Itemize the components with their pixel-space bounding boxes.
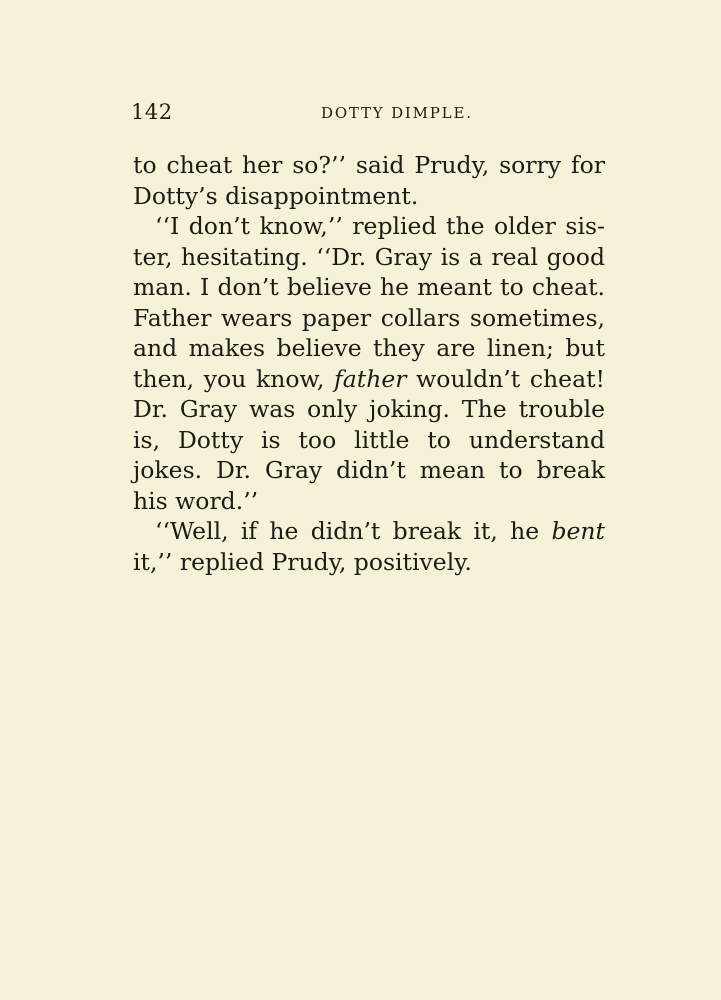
running-head [131, 100, 601, 126]
text-segment: wouldn’t cheat! [406, 364, 605, 393]
text-line [133, 364, 605, 395]
text-segment: ‘‘Well, if he didn’t break it, he [155, 517, 552, 545]
text-line: ‘‘I don’t know,’’ replied the older sis- [155, 212, 605, 240]
text-line: his word.’’ [133, 486, 259, 515]
running-title: DOTTY DIMPLE. [321, 104, 473, 122]
text-line: Dotty’s disappointment. [133, 181, 419, 210]
text-segment: then, you know, [133, 364, 335, 393]
text-line [133, 516, 605, 547]
text-line: Father wears paper collars sometimes, [133, 303, 605, 332]
page-number: 142 [131, 100, 173, 124]
text-line: and makes believe they are linen; but [133, 334, 605, 362]
body-text [133, 150, 605, 577]
text-line: Dr. Gray was only joking. The trouble [133, 395, 605, 423]
text-line: jokes. Dr. Gray didn’t mean to break [133, 456, 605, 484]
text-line: to cheat her so?’’ said Prudy, sorry for [133, 151, 605, 179]
italic-word: father [334, 364, 407, 393]
text-line: man. I don’t believe he meant to cheat. [133, 273, 605, 301]
text-line: it,’’ replied Prudy, positively. [133, 547, 472, 576]
text-line: ter, hesitating. ‘‘Dr. Gray is a real good [133, 242, 605, 271]
italic-word: bent [551, 517, 605, 545]
text-line: is, Dotty is too little to understand [133, 425, 605, 454]
